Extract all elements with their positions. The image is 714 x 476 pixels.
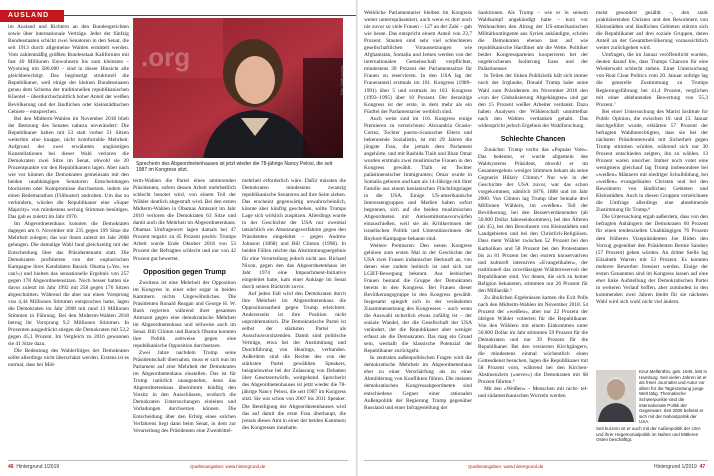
source-url[interactable]: Quellenangaben: www.hintergrund.de: [190, 464, 266, 469]
col6-paragraph: meist gesondert gezählt –, den stark praktizierenden Christen und den Bewohnern von Kleinstädten und ländlichen Gebieten stützen sich die Republikaner auf drei soziale Gruppen, deren Anteil an der Gesamtbevölkerung voraussichtlich weiter zurückgehen wird.: [596, 10, 708, 52]
col6-paragraph: Bei einer Untersuchung des Marist Institute for Public Opinion, die zwischen 10. und 13. Januar durchgeführt wurde, erklärten 57 Prozent der befragten Wahlberechtigten, dass sie bei der nächsten Präsidentenwahl mit Sicherheit gegen Trump stimmen würden, während sich nur 30 Prozent entschieden zeigten, ihn zu wählen. 13 Prozent waren unsicher. Immer noch votet eine wenigstens gleichauf lag Trump insbesondere bei »weißen« Männern mit niedriger Schulbildung, bei »weißen« evangelikalen Christen und bei den Bewohnern von ländlichen Gebieten und Kleinstädten. Auch in diesen Gruppen verzeichnete die Umfrage allerdings eine abnehmende Zustimmung für Trump.⁸: [596, 108, 708, 214]
col5-paragraph: Sanktionen. Als Trump – wie er in seinem Wahlkampf angekündigt hatte – kurz vor Weihnachten den Abzug der US-amerikanischen Militärkontingente aus Syrien ankündigte, schrien die Demokraten ebenso laut auf wie republikanische Hardliner um die Wette. Politiker beider Kongressparteien kooperieren bei der ungebrochenen Isolierung Irans und der Palästinenser.: [478, 10, 588, 73]
col4-paragraph: Weitere Premieren: Den neuen Kongress gehören zum ersten Mal in der Geschichte der USA zwei Frauen indianischer Herkunft an, von denen eine zudem lesbisch ist und sich zur LGBT-Bewegung bekennt. Aus lesbischen Frauen bestand die Gruppe der Demokraten bereits in den Kongress. Bei Frauen dieser Bevölkerungsgruppe in den Kongress gewählt. Insgesamt spiegelt sich in der veränderten Zusammensetzung des Kongresses – auch wenn die Auswahl sicherlich etwas zufällig ist – der soziale Wandel, der die Gesellschaft der USA verändert, der die Republikaner aber weniger erfasst als die Demokraten. Das mag ein Grund sein, weshalb die klassische Potenzial der Republikaner zurückgeht.: [364, 242, 472, 355]
footer-right: [654, 464, 705, 470]
col2-paragraph: Zweitens ist eine Mehrheit der Opposition im Kongress in einer oder sogar in beiden Kammern nichts Ungewöhnliches. Die Präsidenten Ronald Reagan und George H. W. Bush regierten während ihrer gesamten Amtszeit gegen eine demokratische Mehrheit im Abgeordnetenhaus und teilweise auch im Senat. Bill Clinton und Barack Obama konnten ihre Politik zeitweise gegen eine republikanische Opposition durchsetzen.: [133, 279, 236, 350]
col6-paragraph: Umfragen, die im Januar veröffentlicht wurden, deuten darauf hin, dass Trumps Chancen für eine Wiederwahl schlecht stehen. Einer Untersuchung von Real Clear Politics vom 20. Januar zufolge lag die generelle Zustimmung zu Trumps Regierungsführung bei 41,4 Prozent, verglichen mit einer ablehnenden Bewertung von 55,3 Prozent.⁷: [596, 52, 708, 108]
author-bio: [639, 369, 708, 425]
col4-paragraph: In zentralen außenpolitischen Fragen wird die demokratische Mehrheit im Abgeordnetenhaus eher zu einer Verschärfung als zu einer Abmilderung von Konflikten führen. Die meisten demokratischen Kongressabgeordneten sind entschiedene Gegner einer rationalen Außenpolitik der Regierung Trump gegenüber Russland und einer Infragestellung der: [364, 355, 472, 411]
footer-rule: [8, 460, 348, 461]
column-3: [242, 178, 346, 432]
page-number: 46: [8, 464, 14, 470]
source-url[interactable]: Quellenangaben: www.hintergrund.de: [468, 464, 544, 469]
col5-paragraph: Zu ähnlichen Ergebnissen kamen die Exit Polls nach den Midterm-Wahlen im November 2018. 54 Prozent der »weißen«, aber nur 22 Prozent der übrigen Wähler votierten für die Republikaner. Von den Wählern mit einem Einkommen unter 50.000 Dollar im Jahr stimmten 59 Prozent für die Demokraten und nur 39 Prozent für die Republikaner. Bei den versierten Kirchgängern, die mindestens einmal wöchentlich einen Gottesdienst besuchen, lagen die Republikaner mit 58 Prozent vorn, während bei den Kirchen-Abstinenzlern (»never«) die Demokraten mit 68 Prozent führten.⁶: [478, 294, 588, 386]
col2-paragraph: term-Wahlen die Partei eines amtierenden Präsidenten, sofern dessen Arbeit mehrheitlich schlecht benotet wird, von einem Teil der Wähler deutlich abgestraft wird. Bei den ersten Midterm-Wahlen in Obamas Amtszeit im Jahr 2010 verloren die Demokraten 63 Sitze und damit auch die Mehrheit im Abgeordnetenhaus. Obamas Umfragewert lagen damals bei 47 Prozent negativ zu 45 Prozent positiv. Trumps Arbeit wurde Ende Oktober 2018 von 53 Prozent der Befragten schlecht und nur von 42 Prozent gut bewertet.: [133, 178, 236, 262]
author-bio-text: Knut Mellenthin, geb. 1946, lebt in Hamburg. Seit vielen Jahren ist er als freier Journalist und Autor vor allem für die Tageszeitung junge Welt tätig. Thematische Schwerpunkte sind die internationale Politik der Gegenwart. Seit 2005 befasst er sich mit der Nahostpolitik der USA.: [639, 369, 708, 425]
subheading: Schlechte Chancen: [500, 135, 566, 143]
col1-paragraph: Die Bedeutung des Wahlerfolges der Demokraten sollte allerdings nicht überschätzt werden. Erstens ist es normal, dass bei Mid-: [8, 348, 129, 369]
col1-paragraph: im Ausland und Richtern an den Bundesgerichten sowie über internationale Verträge. Jeder der fünfzig Bundesstaaten schickt zwei Senatoren in den Senat, die seit 1913 durch allgemeine Wahlen ermittelt werden. Vom zahlenmäßig größten Bundesstaat Kalifornien mit fast 40 Millionen Einwohnern bis zum kleinsten – Wyoming mit 580.000 – sind in dieser Hinsicht alle gleichberechtigt. Das begünstigt strukturell die Republikaner, weil einige der kleinen Bundesstaaten genau dem Schema der traditionellen republikanischen Klientel – überdurchschnittlich hoher Anteil der weißen Bevölkerung und der ländlichen oder kleinstädtischen Gebiete – entsprechen.: [8, 24, 129, 115]
issue-label: Hintergrund 1/2019: [654, 464, 697, 470]
footer-url-right: [468, 464, 543, 470]
page-number: 47: [699, 464, 706, 470]
col5-paragraph: Zunächst: Trump verlor das »Popular Vote«. Das bedeutet, er wurde allgemein des Wahlsystems Präsident, obwohl er im Gesamtergebnis weniger Stimmen bekam als seine Gegnerin Hillary Clinton.⁴ Nur wie in der Geschichte der USA zuvor, war das schon vorgekommen, nämlich 1876, 1888 und im Jahr 2000. Von Clinton lag Trump über beinahe drei Millionen Wählern, im »weißen« Teil der Bevölkerung, bei den Besserverdienenden (ab 50.000 Dollar Jahreseinkommen), bei den Älteren (ab 45), bei den Bewohnern von Kleinstädten und Landgebieten und bei den Christlich-Religiösen. Dass mehr Wähler zwischen 52 Prozent bei den Katholiken und 58 Prozent bei den Protestanten bis zu 81 Prozent bei den extrem konservativen und kulturell intensiven »Evangelikalen«, der traditionell das zuverlässigste Wählerreservoir der Republikaner sind. Vor denen, die sich zu keiner Religion bekannten, stimmten nur 26 Prozent für den Milliardär.⁵: [478, 146, 588, 294]
photo-credit: Foto: Getty Images: [340, 65, 344, 95]
col4-paragraph: Weibliche Parlamentarier bleiben im Kongress weiter unterrepräsentiert, auch wenn es dort noch nie zuvor so viele Frauen – 127 an der Zahl – gab wie heute. Das entspricht einem Anteil von 23,7 Prozent. Stauten sind sehr viel schlechteren gesellschaftlichen Voraussetzungen wie Afghanistan, Somalia und Jemen werden von der internationalen Gemeinschaft verpflichtet, mindestens 30 Prozent der Parlamentssitze für Frauen zu reservieren. In den USA lag der Frauenanteil erstmals im 101. Kongress (1989–1991) über 5 und erstmals im 103. Kongress (1993–1995) über 10 Prozent. Der derzeitige Kongress ist der erste, in dem mehr als ein Fünftel der Parlamentarier weiblich sind.: [364, 10, 472, 115]
col3-paragraph: Auf jeden Fall wird den Demokraten durch ihre Mehrheit im Abgeordnetenhaus die Oppositionsarbeit gegen Trump erleichtert. Andererseits ist ihre Position nicht unproblematisch. Die Demokratische Partei ist selbst der stärksten Partei als Ausschusvorsitzenden. Damit sind politische Verträge, etwa bei der Anstimmung und Durchführung von Hearings, verbunden. Außerdem sind die Rechte des von der stärksten Partei gewählten Speakers, beispielsweise bei der Zulassung von Debatten über Gesetzentwürfe, weitgehend. Sprecherin des Abgeordnetenhauses ist jetzt wieder die 78-jährige Nancy Pelosi, die seit 1987 im Kongress sitzt. Sie war schon von 2007 bis 2011 Speaker. Die Beteiligung der Abgeordnetenhauses wird das auf damit die erste Frau überhaupt, die jemals dieses Amt in einer der beiden Kammern des Kongresses innehatte.: [242, 290, 346, 431]
left-page: [0, 0, 356, 476]
footer-url-left: [190, 464, 265, 470]
col4-paragraph: Auch weist sind im 116. Kongress einige Premieren zu verzeichnen: Alexandria Ocasio-Cortez, Tochter puerto-ricanischer Eltern und bekennende Sozialistin, ist mit 29 Jahren die jüngste Frau, die jemals dem Parlament angehörte, und mit Rashida Tlaib und Ilhan Omar wurden erstmals zwei muslimische Frauen in den Kongress gewählt. Tlaib ist Tochter palästinensischer Immigranten; Omar wurde in Somalia geboren und kam als 14-Jährige mit ihrer Familie aus einem kenianischen Flüchtlingslager in die USA. Einige US-amerikanische Interessengruppen und Medien haben sofort begonnen, sich auf die beiden muslimischen Abgeordneten mit Antisemitismusvorwürfen einzuschießen, weil sie als Kritikerinnen der israelischen Politik und Unterstützerinnen der Boykott-Kampagne bekannt sind.: [364, 115, 472, 242]
column-6: [596, 10, 708, 360]
col5-paragraph: In Teilen der linken Publizistik hält sich immer noch der Irrglaube, Donald Trump habe seine Wahl zum Präsidenten im November 2016 den »von der Globalisierung Abgehängten« und gar den 15 Prozent weißer Arbeiter verdankt. Dazu haben Analysen der Wählerschaft unmittelbar nach den Wahlen verdanken gehabt. Das widerspricht jedoch Ergebnis der Wahlforschung.: [478, 73, 588, 129]
column-1: [8, 24, 129, 369]
col6-paragraph: Die Untersuchung ergab außerdem, dass von den befragten Anhängern der Demokraten 60 Prozent für einen tendenziellen Unabhängigen 76 Prozent dem früheren Vizepräsidenten Joe Biden den Vorzug gegenüber den Präsidenten Bernie Sanders (57 Prozent) geben würden. An dritter Stelle lag Elizabeth Warren mit 53 Prozent. Es konnten mehrere Bewerber freesiert werden. Einige der ersten Genannten sind im Kongress lassen auf eine eher linke Aufstellung der Demokratischen Partei in weiteren Verlauf hoffen, aber zumindest in den kommenden zwei Jahren bleibt für sie nächsten Wahl wird sich wohl nicht viel ändern.: [596, 214, 708, 305]
col2-paragraph: Zwei Jahre nachdem Trump seine Präsidentschaft übernahm, muss er sich nun im Parlament auf eine Mehrheit der Demokraten im Abgeordnetenhaus einstellen. Das ist für Trump natürlich unangenehm, denn das Abgeordnetenhaus übernimmt künftig den Vorsitz in den Ausschüssen, wodurch die Demokraten Untersuchungen einleiten und Vorladungen durchsetzen können. Die Entscheidung über den Erfolg eines solchen Verfahrens liegt dann beim Senat, in dem zur Verurteilung des Präsidenten eine Zweidrittel-: [133, 350, 236, 434]
column-2: [133, 178, 236, 435]
svg-text:.org: .org: [141, 42, 191, 72]
subheading: Opposition gegen Trump: [143, 268, 226, 276]
photo-caption: Sprecherin des Abgeordnetenhauses ist jetzt wieder die 78-jährige Nancy Pelosi, die seit 1987 im Kongress sitzt.: [136, 161, 333, 174]
author-box: [596, 366, 708, 464]
column-5: [478, 10, 588, 401]
footer-left: [8, 464, 59, 470]
author-portrait-icon: [596, 370, 636, 422]
article-photo: [133, 18, 343, 158]
section-label: AUSLAND: [0, 10, 64, 22]
issue-label: Hintergrund 1/2019: [16, 464, 60, 470]
col3-paragraph: mehrheit erforderlich wäre. Dafür müssten die Demokraten mindestens zwanzig republikanische Senatoren auf ihre Seite ziehen. Das erscheint gegenwärtig unwahrscheinlich, könnte aber künftig geschehen, sollte Trumps Lage sich wirklich zuspitzen. Allerdings wurde in der Geschichte der USA nur zweimal tatsächlich ein Absetzungsverfahren gegen den Präsidenten eingeleitet – gegen Andrew Johnson (1868) und Bill Clinton (1998). In beiden Fällen reichte das Abstimmungsergebnis für eine Verurteilung jedoch nicht aus. Richard Nixon, gegen den das Abgeordnetenhaus im Jahr 1974 eine Impeachment-Initiative eingeleitet hatte, kam einer Anklage im Senat durch seinen Rücktritt zuvor.: [242, 178, 346, 290]
author-portrait: [596, 370, 636, 422]
section-rule: [64, 15, 356, 16]
col5-paragraph: Mit den »Weißen« – Menschen mit nicht- tel- und südamerikanischen Wurzeln werden: [478, 386, 588, 400]
author-extra: Seit kurzem ist er auch mit der Außenpolitik der USA und ihrer Hegemonialpolitik im Nahen und Mittleren Osten beschäftigt.: [596, 426, 701, 443]
column-4: [364, 10, 472, 412]
photo-illustration: [133, 18, 343, 158]
col1-paragraph: Bei den Midterm-Wahlen im November 2018 blieb der Bestzung des Senates nahezu unverändert: Die Republikaner halten mit 53 statt vorher 51 Sitzen weiterhin eine knappe, nicht komfortable Mehrheit. Aufgrund der zwei erwähnten ungünstigen Konstellationen bei dieser Wahl verloren die Demokraten zwei Sitze im Senat, obwohl sie 20 Prozentpunkte vor den Republikanern lagen. Aber nach wie vor können die Demokraten gemeinsam mit den beiden unabhängigen Senatoren Entscheidungen blockieren oder Kompromisse durchsetzen, indem sie einen Redemarathon (Filibuster) androhen. Um das zu verhindern, würden die Republikaner eine »Super Majority« von mindestens sechzig Stimmen benötigen. Das gab es zuletzt im Jahr 1976.: [8, 115, 129, 221]
col1-paragraph: Im Abgeordnetenhaus konnten die Demokraten dagegen am 6. November mit 235 gegen 199 Sitze die Mehrheit zulegen; das war ihnen zuletzt im Jahr 2008 gelungen. Die damalige Wahl fand gleichzeitig mit der Entscheidung über das Präsidentenamt statt. Die Demokraten profitierten von der euphorischen Kampagne ihres Kandidaten Barack Obama (»Yes, we can!«) und hielten das sensationelle Ergebnis von 257 gegen 178 Abgeordnetensitzen. Noch besser hatten sie davor zuletzt im Jahr 1992 mit 258 gegen 176 Sitzen abgeschnitten. Während die aber nur einen Vorsprung von 4,44 Millionen Stimmen entsprochen hatte, lagen die Demokraten im Jahr 2008 mit rund 13 Millionen Stimmen in Führung. Bei den Midterm-Wahlen 2018 betrug ihr Vorsprung 9,2 Millionen Stimmen. In Prozenten ausgedrückt stiegen die Demokraten mit 53,2 gegen 45,1 Prozent. Im Vergleich zu 2016 gewannen sie 41 Sitze dazu.: [8, 221, 129, 348]
